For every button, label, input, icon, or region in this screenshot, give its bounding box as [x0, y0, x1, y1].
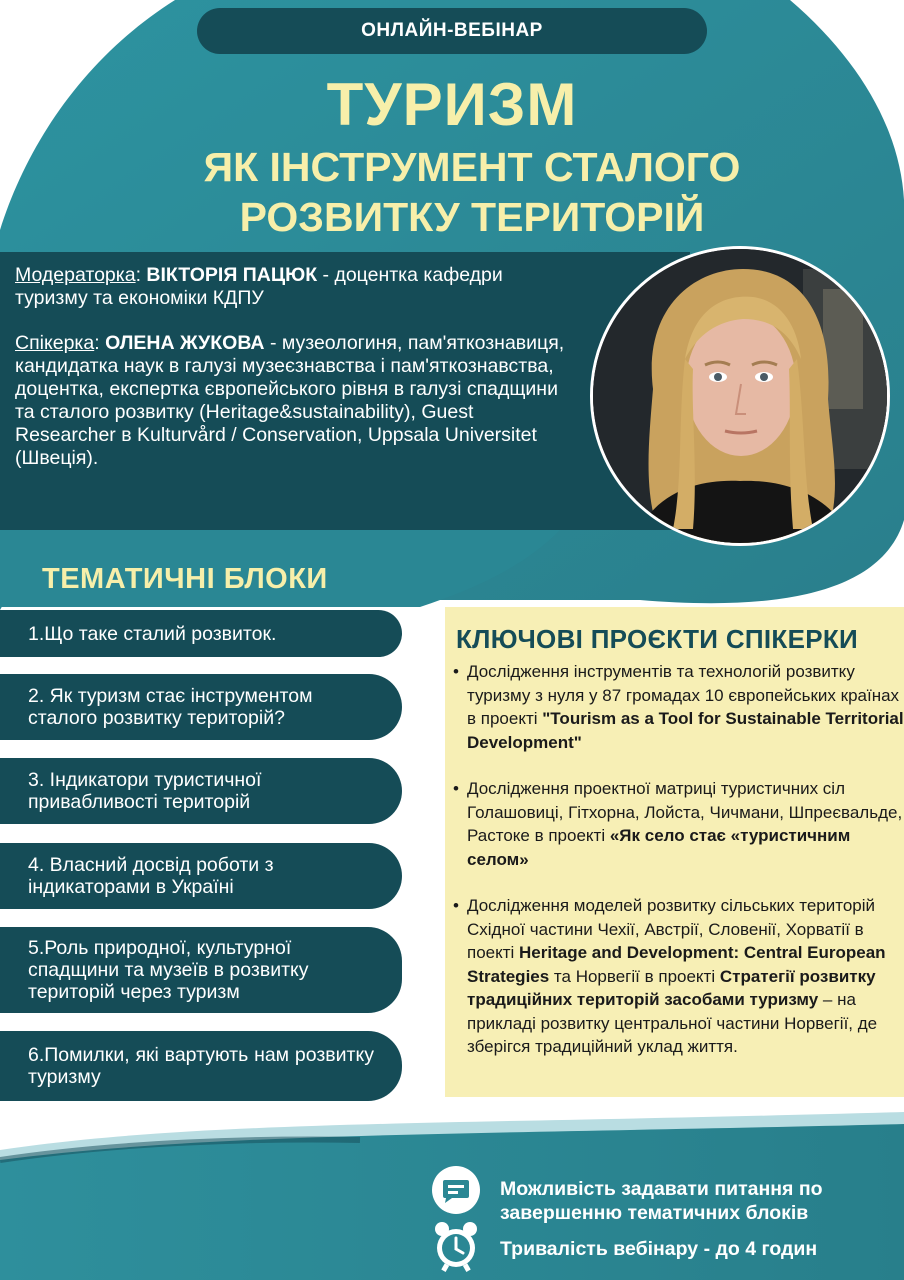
project-2-text: Дослідження проектної матриці туристичних сіл Голашовиці, Гітхорна, Лойста, Чичмани, Шпреєвальде, Растоке в проекті [467, 779, 903, 845]
moderator-name: ВІКТОРІЯ ПАЦЮК [146, 264, 318, 286]
thematic-block-6: 6.Помилки, які вартують нам розвитку туризму [0, 1031, 402, 1101]
project-3-text-2: та Норвегії в проекті [549, 966, 720, 986]
thematic-block-2: 2. Як туризм стає інструментом сталого розвитку територій? [0, 674, 402, 740]
project-1-text: Дослідження інструментів та технологій розвитку туризму з нуля у 87 громадах 10 європейських країнах в проекті [467, 662, 900, 728]
thematic-block-1: 1.Що таке сталий розвиток. [0, 610, 402, 657]
people-info [15, 264, 575, 492]
projects-list [445, 660, 904, 1082]
moderator-info: Модераторка: ВІКТОРІЯ ПАЦЮК - доцентка кафедри туризму та економіки КДПУ [15, 264, 503, 309]
project-1-bold: "Tourism as a Tool for Sustainable Territorial Development" [467, 709, 904, 752]
alarm-clock-icon [432, 1220, 480, 1272]
project-2-bold: «Як село стає «туристичним селом» [467, 826, 851, 869]
moderator-role: Модераторка [15, 264, 136, 286]
project-item-2 [465, 777, 904, 871]
thematic-block-5: 5.Роль природної, культурної спадщини та музеїв в розвитку територій через туризм [0, 927, 402, 1013]
questions-note: Можливість задавати питання по завершенню тематичних блоків [500, 1178, 823, 1224]
page-subtitle: ЯК ІНСТРУМЕНТ СТАЛОГО РОЗВИТКУ ТЕРИТОРІЙ [203, 144, 741, 240]
speaker-role: Спікерка [15, 332, 95, 354]
project-3-text-1: Дослідження моделей розвитку сільських територій Східної частини Чехії, Австрії, Словенії, Хорватії в поекті [467, 896, 875, 962]
chat-bubble-icon [432, 1166, 480, 1214]
speaker-desc: - музеологиня, пам'яткознавиця, кандидатка наук в галузі музеєзнавства і пам'яткознавства, доцентка, експертка європейського рівня в галузі спадщини та сталого розвитку (Heritage&sustainability), Guest Researcher в Kulturvård / Conservation, Uppsala Universitet (Швеція). [15, 332, 565, 469]
project-item-3 [465, 894, 904, 1059]
webinar-badge: ОНЛАЙН-ВЕБІНАР [197, 8, 707, 54]
thematic-block-3: 3. Індикатори туристичної привабливості територій [0, 758, 402, 824]
duration-note: Тривалість вебінару - до 4 годин [500, 1238, 818, 1260]
project-3-bold-1: Heritage and Development: Central European Strategies [467, 943, 886, 986]
moderator-desc: - доцентка кафедри туризму та економіки КДПУ [15, 264, 503, 309]
thematic-block-4: 4. Власний досвід роботи з індикаторами в Україні [0, 843, 402, 909]
projects-heading: КЛЮЧОВІ ПРОЄКТИ СПІКЕРКИ [456, 624, 859, 654]
speaker-name: ОЛЕНА ЖУКОВА [105, 332, 265, 354]
project-3-text-3: – на прикладі розвитку центральної частини Норвегії, де зберігся традиційний уклад життя. [467, 990, 878, 1056]
speaker-info: Спікерка: ОЛЕНА ЖУКОВА - музеологиня, пам'яткознавиця, кандидатка наук в галузі музеєзнавства і пам'яткознавства, доцентка, експертка європейського рівня в галузі спадщини та сталого розвитку (Heritage&sustainability), Guest Researcher в Kulturvård / Conservation, Uppsala Universitet (Швеція). [15, 332, 565, 469]
thematic-blocks-heading: ТЕМАТИЧНІ БЛОКИ [42, 563, 328, 595]
speaker-photo [590, 246, 890, 546]
page-title: ТУРИЗМ [326, 71, 578, 138]
project-3-bold-2: Стратегії розвитку традиційних територій засобами туризму [467, 966, 876, 1009]
project-item-1 [465, 660, 904, 754]
speaker-portrait [593, 249, 887, 543]
